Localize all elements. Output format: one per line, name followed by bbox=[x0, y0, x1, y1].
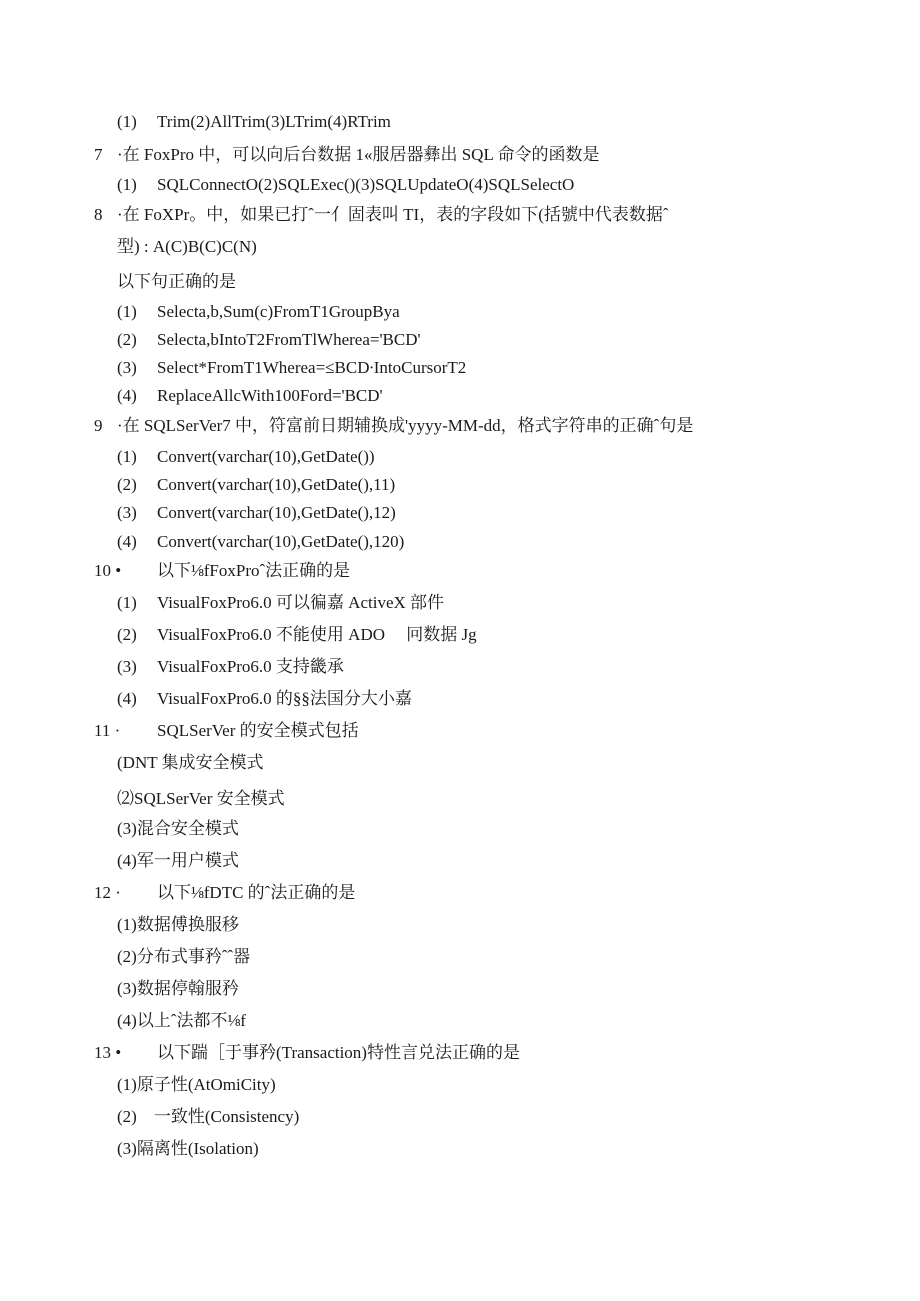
question-stem: ·在 FoXPr。中，如果已打ˆ一亻固表叫 TI，表的字段如下(括號中代表数据ˆ bbox=[117, 205, 669, 224]
option-text: VisualFoxPro6.0 支持畿承 bbox=[157, 657, 344, 676]
option-text: SQLConnectO(2)SQLExec()(3)SQLUpdateO(4)SQLSelectO bbox=[157, 175, 575, 194]
question-number: 9 bbox=[94, 416, 103, 435]
question-stem: SQLSerVer 的安全模式包括 bbox=[157, 721, 359, 740]
option-tag: (4) bbox=[117, 532, 137, 551]
question-stem: 以下⅛fDTC 的ˆ法正确的是 bbox=[157, 883, 356, 902]
option-tag: (3) bbox=[117, 657, 137, 676]
option-text: VisualFoxPro6.0 可以徧嘉 ActiveX 部件 bbox=[157, 593, 445, 612]
option-tag: (1) bbox=[117, 175, 137, 194]
option-text: Convert(varchar(10),GetDate(),12) bbox=[157, 503, 396, 522]
plain-text: (4)以上ˆ法都不⅛f bbox=[117, 1011, 246, 1030]
option-tag: (1) bbox=[117, 302, 137, 321]
option-tag: (2) bbox=[117, 625, 137, 644]
question-number: 13 • bbox=[94, 1043, 122, 1062]
question-number: 10 • bbox=[94, 561, 122, 580]
option-text: VisualFoxPro6.0 不能使用 ADO 冋数据 Jg bbox=[157, 625, 477, 644]
option-tag: (1) bbox=[117, 593, 137, 612]
plain-text: (1)数据傅换服移 bbox=[117, 915, 239, 934]
plain-text: (2)分布式事矜ˆˆ器 bbox=[117, 947, 251, 966]
question-stem: 以下踹［于事矜(Transaction)特性言兑法正确的是 bbox=[157, 1043, 520, 1062]
option-tag: (1) bbox=[117, 447, 137, 466]
question-number: 11 · bbox=[94, 721, 121, 740]
plain-text: (3)数据停翰服矜 bbox=[117, 979, 239, 998]
option-text: Convert(varchar(10),GetDate(),11) bbox=[157, 475, 396, 494]
plain-text: (1)原子性(AtOmiCity) bbox=[117, 1075, 276, 1094]
option-text: Selecta,b,Sum(c)FromT1GroupBya bbox=[157, 302, 400, 321]
option-tag: (3) bbox=[117, 358, 137, 377]
plain-text: (2) 一致性(Consistency) bbox=[117, 1107, 300, 1126]
option-text: Trim(2)AllTrim(3)LTrim(4)RTrim bbox=[157, 112, 391, 131]
plain-text: 以下句正确的是 bbox=[117, 272, 236, 291]
question-stem: ·在 SQLSerVer7 中，符富前日期辅换成'yyyy-MM-dd，格式字符串的正确ˆ句是 bbox=[117, 416, 694, 435]
question-number: 7 bbox=[94, 145, 103, 164]
question-number: 12 · bbox=[94, 883, 121, 902]
option-tag: (2) bbox=[117, 330, 137, 349]
option-text: Convert(varchar(10),GetDate()) bbox=[157, 447, 375, 466]
option-text: Convert(varchar(10),GetDate(),120) bbox=[157, 532, 405, 551]
question-stem: ·在 FoxPro 中，可以向后台数据 1«服居器彝出 SQL 命令的函数是 bbox=[117, 145, 600, 164]
plain-text: (3)隔离性(Isolation) bbox=[117, 1139, 259, 1158]
plain-text: (3)混合安全模式 bbox=[117, 819, 239, 838]
option-text: Selecta,bIntoT2FromTlWherea='BCD' bbox=[157, 330, 421, 349]
option-tag: (4) bbox=[117, 689, 137, 708]
plain-text: 型) : A(C)B(C)C(N) bbox=[117, 237, 257, 256]
option-tag: (1) bbox=[117, 112, 137, 131]
plain-text: ⑵SQLSerVer 安全模式 bbox=[117, 789, 285, 808]
option-text: Select*FromT1Wherea=≤BCD∙IntoCursorT2 bbox=[157, 358, 467, 377]
plain-text: (4)军一用户模式 bbox=[117, 851, 239, 870]
option-tag: (2) bbox=[117, 475, 137, 494]
option-tag: (4) bbox=[117, 386, 137, 405]
question-stem: 以下⅛fFoxProˆ法正确的是 bbox=[157, 561, 351, 580]
option-tag: (3) bbox=[117, 503, 137, 522]
option-text: ReplaceAllcWith100Ford='BCD' bbox=[157, 386, 383, 405]
question-number: 8 bbox=[94, 205, 103, 224]
plain-text: (DNT 集成安全模式 bbox=[117, 753, 264, 772]
option-text: VisualFoxPro6.0 的§§法国分大小嘉 bbox=[157, 689, 412, 708]
